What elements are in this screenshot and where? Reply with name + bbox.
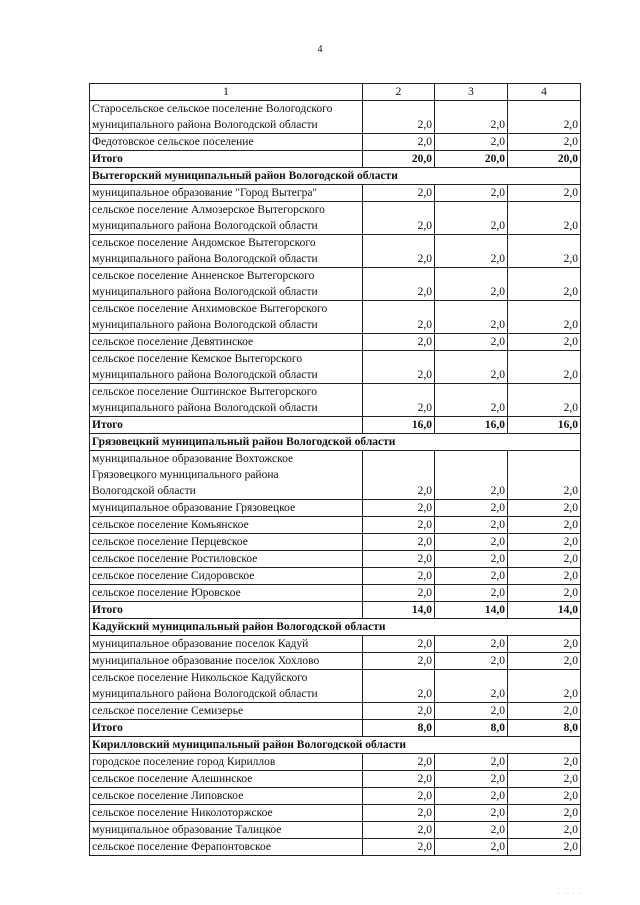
page-number: 4 [317,44,323,55]
value-col-2: 2,0 [363,822,435,839]
value-col-3: 20,0 [435,151,508,168]
value-col-2: 2,0 [363,839,435,856]
value-col-3: 2,0 [435,670,508,703]
value-col-2: 20,0 [363,151,435,168]
value-col-2: 2,0 [363,636,435,653]
table-row [90,451,581,500]
section-header-row [90,168,581,185]
settlement-name: сельское поселение Алешинское [90,771,363,788]
value-col-4: 2,0 [508,517,581,534]
total-row [90,151,581,168]
column-header-3: 3 [435,84,508,101]
value-col-3: 2,0 [435,839,508,856]
value-col-3: 2,0 [435,301,508,334]
table-body [90,101,581,856]
total-row [90,602,581,619]
section-title: Кадуйский муниципальный район Вологодской области [90,619,581,636]
value-col-2: 2,0 [363,754,435,771]
value-col-3: 2,0 [435,268,508,301]
settlement-name: муниципальное образование Талицкое [90,822,363,839]
settlement-name: Старосельское сельское поселение Вологодского муниципального района Вологодской области [90,101,363,134]
value-col-2: 2,0 [363,451,435,500]
value-col-4: 2,0 [508,268,581,301]
table-row [90,754,581,771]
value-col-3: 2,0 [435,754,508,771]
table-row [90,334,581,351]
table-row [90,101,581,134]
value-col-2: 2,0 [363,805,435,822]
settlement-name: сельское поселение Николоторжское [90,805,363,822]
settlement-name: муниципальное образование поселок Кадуй [90,636,363,653]
value-col-4: 14,0 [508,602,581,619]
value-col-4: 2,0 [508,653,581,670]
table-row [90,703,581,720]
value-col-3: 14,0 [435,602,508,619]
settlement-name: муниципальное образование "Город Вытегра" [90,185,363,202]
total-label: Итого [90,417,363,434]
value-col-3: 2,0 [435,517,508,534]
section-header-row [90,434,581,451]
value-col-2: 2,0 [363,334,435,351]
value-col-2: 2,0 [363,301,435,334]
value-col-3: 2,0 [435,235,508,268]
settlement-name: муниципальное образование поселок Хохлово [90,653,363,670]
settlement-name: сельское поселение Семизерье [90,703,363,720]
column-header-1: 1 [90,84,363,101]
value-col-3: 2,0 [435,788,508,805]
settlement-name: сельское поселение Анненское Вытегорского муниципального района Вологодской области [90,268,363,301]
value-col-4: 2,0 [508,101,581,134]
settlement-name: сельское поселение Перцевское [90,534,363,551]
value-col-4: 2,0 [508,805,581,822]
table-row [90,235,581,268]
value-col-2: 14,0 [363,602,435,619]
value-col-4: 2,0 [508,351,581,384]
settlement-name: сельское поселение Ростиловское [90,551,363,568]
settlement-name: сельское поселение Комьянское [90,517,363,534]
value-col-4: 2,0 [508,500,581,517]
value-col-4: 2,0 [508,534,581,551]
value-col-3: 2,0 [435,500,508,517]
settlement-name: сельское поселение Оштинское Вытегорского муниципального района Вологодской области [90,384,363,417]
value-col-3: 2,0 [435,822,508,839]
table-row [90,268,581,301]
value-col-4: 2,0 [508,134,581,151]
value-col-3: 2,0 [435,703,508,720]
total-label: Итого [90,602,363,619]
total-label: Итого [90,151,363,168]
value-col-4: 2,0 [508,451,581,500]
settlement-name: сельское поселение Ферапонтовское [90,839,363,856]
value-col-4: 2,0 [508,771,581,788]
value-col-2: 2,0 [363,134,435,151]
table-row [90,788,581,805]
value-col-2: 2,0 [363,351,435,384]
value-col-2: 2,0 [363,101,435,134]
value-col-4: 8,0 [508,720,581,737]
settlement-name: городское поселение город Кириллов [90,754,363,771]
section-title: Кирилловский муниципальный район Вологодской области [90,737,581,754]
value-col-3: 2,0 [435,101,508,134]
table-row [90,134,581,151]
value-col-3: 2,0 [435,534,508,551]
value-col-3: 2,0 [435,551,508,568]
section-header-row [90,619,581,636]
table-row [90,771,581,788]
settlement-name: сельское поселение Юровское [90,585,363,602]
value-col-2: 16,0 [363,417,435,434]
value-col-2: 2,0 [363,568,435,585]
table-row [90,384,581,417]
table-row [90,351,581,384]
total-label: Итого [90,720,363,737]
value-col-2: 2,0 [363,202,435,235]
value-col-2: 2,0 [363,235,435,268]
column-header-2: 2 [363,84,435,101]
value-col-3: 2,0 [435,185,508,202]
table-row [90,517,581,534]
table-row [90,301,581,334]
settlement-name: сельское поселение Анхимовское Вытегорского муниципального района Вологодской области [90,301,363,334]
value-col-4: 2,0 [508,670,581,703]
table-row [90,653,581,670]
table-row [90,805,581,822]
value-col-3: 2,0 [435,585,508,602]
value-col-4: 2,0 [508,636,581,653]
value-col-3: 2,0 [435,653,508,670]
value-col-2: 8,0 [363,720,435,737]
value-col-4: 2,0 [508,839,581,856]
table-row [90,568,581,585]
column-header-4: 4 [508,84,581,101]
value-col-3: 2,0 [435,202,508,235]
table-header-row [90,84,581,101]
total-row [90,417,581,434]
value-col-2: 2,0 [363,585,435,602]
value-col-3: 16,0 [435,417,508,434]
value-col-2: 2,0 [363,268,435,301]
value-col-2: 2,0 [363,517,435,534]
table-row [90,585,581,602]
value-col-4: 2,0 [508,551,581,568]
value-col-2: 2,0 [363,771,435,788]
value-col-3: 2,0 [435,134,508,151]
value-col-4: 2,0 [508,185,581,202]
value-col-4: 2,0 [508,585,581,602]
value-col-3: 2,0 [435,636,508,653]
allocation-table [89,83,581,856]
value-col-4: 20,0 [508,151,581,168]
value-col-3: 2,0 [435,568,508,585]
settlement-name: Федотовское сельское поселение [90,134,363,151]
settlement-name: сельское поселение Андомское Вытегорского муниципального района Вологодской области [90,235,363,268]
table-row [90,636,581,653]
table-row [90,500,581,517]
table-row [90,534,581,551]
value-col-2: 2,0 [363,500,435,517]
value-col-4: 2,0 [508,384,581,417]
value-col-3: 2,0 [435,384,508,417]
value-col-4: 16,0 [508,417,581,434]
value-col-2: 2,0 [363,534,435,551]
settlement-name: сельское поселение Кемское Вытегорского муниципального района Вологодской области [90,351,363,384]
settlement-name: сельское поселение Девятинское [90,334,363,351]
value-col-4: 2,0 [508,822,581,839]
table-row [90,551,581,568]
settlement-name: сельское поселение Липовское [90,788,363,805]
value-col-3: 2,0 [435,351,508,384]
settlement-name: муниципальное образование Вохтожское Грязовецкого муниципального района Вологодской области [90,451,363,500]
value-col-3: 2,0 [435,451,508,500]
value-col-2: 2,0 [363,551,435,568]
scan-mark: · · · · [557,891,584,897]
value-col-2: 2,0 [363,384,435,417]
value-col-4: 2,0 [508,788,581,805]
table-row [90,670,581,703]
section-title: Грязовецкий муниципальный район Вологодской области [90,434,581,451]
value-col-4: 2,0 [508,568,581,585]
table-row [90,822,581,839]
settlement-name: муниципальное образование Грязовецкое [90,500,363,517]
value-col-4: 2,0 [508,334,581,351]
settlement-name: сельское поселение Алмозерское Вытегорского муниципального района Вологодской области [90,202,363,235]
table-row [90,839,581,856]
value-col-4: 2,0 [508,703,581,720]
value-col-2: 2,0 [363,653,435,670]
value-col-3: 2,0 [435,771,508,788]
value-col-2: 2,0 [363,788,435,805]
value-col-4: 2,0 [508,754,581,771]
section-title: Вытегорский муниципальный район Вологодской области [90,168,581,185]
settlement-name: сельское поселение Сидоровское [90,568,363,585]
total-row [90,720,581,737]
value-col-4: 2,0 [508,235,581,268]
value-col-3: 2,0 [435,334,508,351]
table-row [90,185,581,202]
value-col-4: 2,0 [508,202,581,235]
value-col-3: 2,0 [435,805,508,822]
value-col-2: 2,0 [363,670,435,703]
value-col-3: 8,0 [435,720,508,737]
table-row [90,202,581,235]
value-col-2: 2,0 [363,185,435,202]
value-col-2: 2,0 [363,703,435,720]
settlement-name: сельское поселение Никольское Кадуйского муниципального района Вологодской области [90,670,363,703]
value-col-4: 2,0 [508,301,581,334]
section-header-row [90,737,581,754]
